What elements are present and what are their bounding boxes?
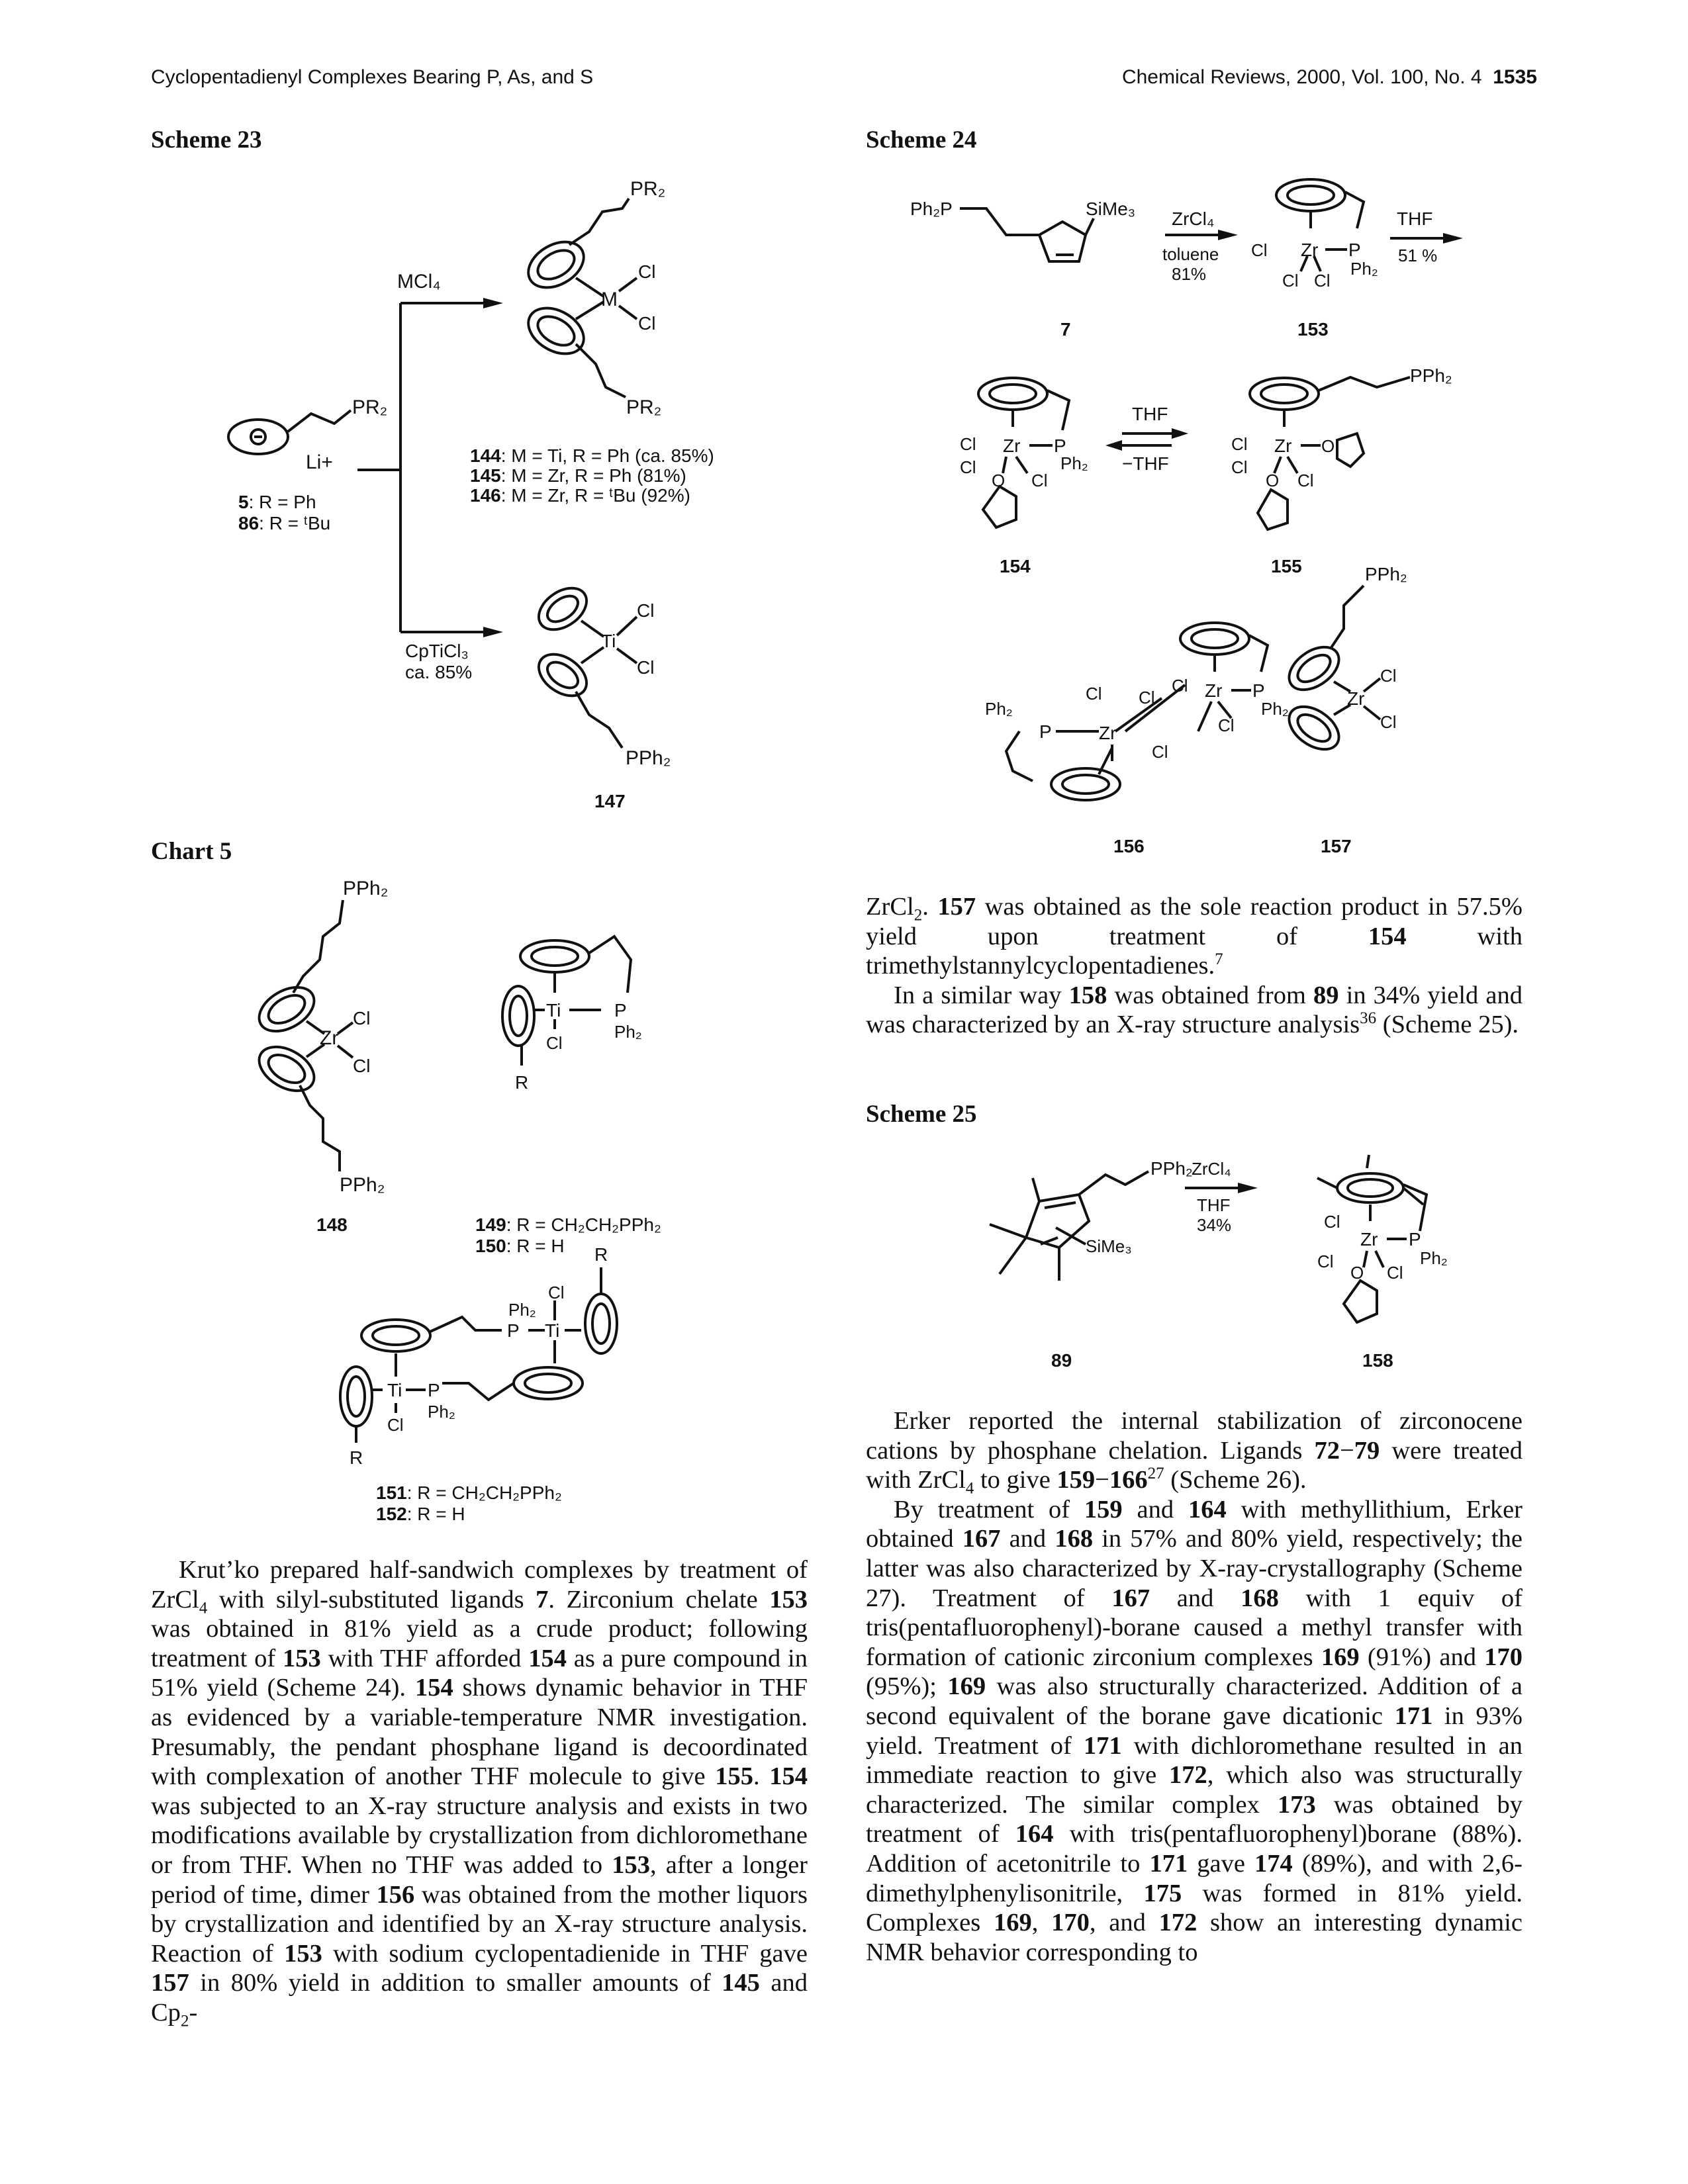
paragraph-158: In a similar way 158 was obtained from 89 in 34% yield and was characterized by an X-ray structure analysis$^{36}$ (Scheme 25). bbox=[866, 981, 1523, 1039]
c155-pph2: PPh₂ bbox=[1410, 365, 1452, 386]
scheme-23-heading: Scheme 23 bbox=[151, 126, 262, 154]
c149-ti: Ti bbox=[546, 1000, 561, 1021]
compound-151-text: : R = CH₂CH₂PPh₂ bbox=[406, 1482, 562, 1503]
c154-zr: Zr bbox=[1003, 435, 1021, 456]
paragraph-zrcl2: ZrCl$_2$. 157 was obtained as the sole reaction product in 57.5% yield upon treatment of 154 with trimethylstannylcyclopentadienes.$^7$ bbox=[866, 893, 1523, 980]
compound-151-line bbox=[376, 1482, 562, 1503]
compound-145-line bbox=[470, 465, 686, 486]
ligand7-ph2p: Ph₂P bbox=[910, 199, 953, 219]
compound-145: 145 bbox=[470, 465, 501, 486]
c153-cl-left: Cl bbox=[1251, 240, 1268, 260]
reagent-thf: THF bbox=[1397, 208, 1433, 229]
c158-zr: Zr bbox=[1360, 1229, 1378, 1250]
c149-cl: Cl bbox=[546, 1033, 563, 1053]
c155-cl-a: Cl bbox=[1231, 434, 1248, 454]
reagent-cpticl3: CpTiCl₃ bbox=[405, 641, 469, 661]
c151-p-bottom: P bbox=[428, 1380, 440, 1400]
c148-zr: Zr bbox=[320, 1027, 339, 1049]
c157-cl-b: Cl bbox=[1380, 712, 1397, 732]
journal-citation: Chemical Reviews, 2000, Vol. 100, No. 4 bbox=[1121, 66, 1482, 88]
compound-146-line bbox=[470, 485, 690, 506]
c157-pph2: PPh₂ bbox=[1365, 564, 1407, 584]
top-pr2: PR₂ bbox=[630, 178, 666, 200]
ligand89-pph2: PPh₂ bbox=[1150, 1158, 1193, 1179]
compound-5-r: : R = Ph bbox=[248, 492, 316, 512]
c156-cl-d: Cl bbox=[1152, 742, 1168, 762]
compound-5-line bbox=[238, 492, 316, 512]
c155-o-bottom: O bbox=[1266, 471, 1280, 490]
c151-cl-top: Cl bbox=[548, 1283, 565, 1302]
c149-ph2: Ph₂ bbox=[614, 1022, 642, 1042]
compound-157: 157 bbox=[1321, 836, 1352, 856]
c153-cl-b: Cl bbox=[1314, 271, 1331, 291]
compound-151: 151 bbox=[376, 1482, 407, 1503]
c154-p: P bbox=[1054, 435, 1066, 456]
c153-cl-a: Cl bbox=[1282, 271, 1299, 291]
c157-zr: Zr bbox=[1347, 688, 1365, 709]
compound-86-r: : R = ᵗBu bbox=[259, 513, 331, 533]
c158-cl-c: Cl bbox=[1387, 1263, 1403, 1283]
c156-p-left: P bbox=[1039, 721, 1052, 742]
titanium-ti: Ti bbox=[601, 631, 616, 651]
compound-149: 149 bbox=[475, 1214, 506, 1235]
reagent-mcl4: MCl₄ bbox=[397, 271, 441, 293]
c154-cl-c: Cl bbox=[1031, 471, 1048, 490]
c156-cl-e: Cl bbox=[1086, 684, 1102, 704]
c148-cl-top: Cl bbox=[353, 1008, 371, 1028]
compound-5: 5 bbox=[238, 492, 249, 512]
c153-p: P bbox=[1348, 240, 1361, 260]
compound-152: 152 bbox=[376, 1504, 407, 1524]
c156-cl-c: Cl bbox=[1218, 715, 1235, 735]
c151-p-top: P bbox=[507, 1320, 520, 1341]
paragraph-krutko: Krut’ko prepared half-sandwich complexes by treatment of ZrCl$_4$ with silyl-substituted ligands 7. Zirconium chelate 153 was obtained in 81% yield as a crude product; following treatment of 153 with THF afforded 154 as a pure compound in 51% yield (Scheme 24). 154 shows dynamic behavior in THF as evidenced by a variable-temperature NMR investigation. Presumably, the pendant phosphane ligand is decoordinated with complexation of another THF molecule to give 155. 154 was subjected to an X-ray structure analysis and exists in two modifications available by crystallization from dichloromethane or from THF. When no THF was added to 153, after a longer period of time, dimer 156 was obtained from the mother liquors by crystallization and identified by an X-ray structure analysis. Reaction of 153 with sodium cyclopentadienide in THF gave 157 in 80% yield in addition to smaller amounts of 145 and $Cp_2-$ bbox=[151, 1556, 808, 2030]
solvent-thf: THF bbox=[1197, 1195, 1231, 1215]
compound-150: 150 bbox=[475, 1236, 506, 1256]
c155-cl-b: Cl bbox=[1231, 457, 1248, 477]
c151-ti-top: Ti bbox=[545, 1320, 560, 1341]
c156-cl-a: Cl bbox=[1172, 676, 1188, 696]
c158-o: O bbox=[1350, 1263, 1364, 1283]
c153-zr: Zr bbox=[1301, 240, 1319, 260]
scheme-25-figure bbox=[927, 1138, 1489, 1377]
c156-zr-right: Zr bbox=[1205, 680, 1223, 701]
scheme-24-figure bbox=[887, 149, 1516, 870]
c151-ti-bottom: Ti bbox=[387, 1380, 402, 1400]
compound-149-line bbox=[475, 1214, 661, 1235]
ligand89-sime3: SiMe₃ bbox=[1086, 1236, 1132, 1256]
running-header-right bbox=[1122, 66, 1537, 89]
compound-146: 146 bbox=[470, 485, 501, 506]
c156-ph2-right: Ph₂ bbox=[1261, 699, 1289, 719]
left-column-text bbox=[151, 1555, 808, 2028]
yield-51: 51 % bbox=[1398, 246, 1438, 265]
c157-cl-a: Cl bbox=[1380, 666, 1397, 686]
compound-153: 153 bbox=[1297, 319, 1329, 340]
c151-r-bottom: R bbox=[350, 1447, 363, 1468]
yield-81: 81% bbox=[1172, 264, 1207, 284]
c151-cl-bottom: Cl bbox=[387, 1415, 404, 1435]
compound-152-text: : R = H bbox=[406, 1504, 465, 1524]
compound-144-line bbox=[470, 445, 714, 466]
c151-ph2-bottom: Ph₂ bbox=[428, 1402, 455, 1422]
compound-156: 156 bbox=[1113, 836, 1145, 856]
compound-145-text: : M = Zr, R = Ph (81%) bbox=[500, 465, 686, 486]
compound-148: 148 bbox=[316, 1214, 348, 1235]
scheme-24-heading: Scheme 24 bbox=[866, 126, 977, 154]
eq-thf: THF bbox=[1132, 404, 1168, 424]
solvent-toluene: toluene bbox=[1162, 244, 1219, 264]
ti-cl-bottom: Cl bbox=[637, 657, 655, 678]
compound-144-text: : M = Ti, R = Ph (ca. 85%) bbox=[500, 445, 714, 466]
c149-p: P bbox=[614, 1000, 627, 1021]
compound-7: 7 bbox=[1060, 319, 1071, 340]
ti-pph2: PPh₂ bbox=[626, 747, 671, 769]
c156-p-right: P bbox=[1252, 680, 1265, 701]
ligand-pr2: PR₂ bbox=[352, 396, 388, 418]
chart-5-heading: Chart 5 bbox=[151, 838, 232, 865]
c156-ph2-left: Ph₂ bbox=[985, 699, 1013, 719]
compound-86-line bbox=[238, 513, 330, 533]
c158-ph2: Ph₂ bbox=[1420, 1248, 1448, 1268]
page-number: 1535 bbox=[1493, 66, 1537, 88]
right-column-text-bottom bbox=[866, 1406, 1523, 1967]
c158-cl-a: Cl bbox=[1324, 1212, 1340, 1232]
compound-146-text: : M = Zr, R = ᵗBu (92%) bbox=[500, 485, 690, 506]
c154-o: O bbox=[992, 471, 1006, 490]
paragraph-erker-2: By treatment of 159 and 164 with methyllithium, Erker obtained 167 and 168 in 57% and 80% yield, respectively; the latter was also characterized by X-ray-crystallography (Scheme 27). Treatment of 167 and 168 with 1 equiv of tris(pentafluorophenyl)-borane caused a methyl transfer with formation of cationic zirconium complexes 169 (91%) and 170 (95%); 169 was also structurally characterized. Addition of a second equivalent of the borane gave dicationic 171 in 93% yield. Treatment of 171 with dichloromethane resulted in an immediate reaction to give 172, which also was structurally characterized. The similar complex 173 was obtained by treatment of 164 with tris(pentafluorophenyl)borane (88%). Addition of acetonitrile to 171 gave 174 (89%), and with 2,6-dimethylphenylisonitrile, 175 was formed in 81% yield. Complexes 169, 170, and 172 show an interesting dynamic NMR behavior corresponding to bbox=[866, 1495, 1523, 1966]
compound-149-text: : R = CH₂CH₂PPh₂ bbox=[506, 1214, 661, 1235]
running-header-left: Cyclopentadienyl Complexes Bearing P, As, and S bbox=[151, 66, 594, 88]
lithium-counterion: Li+ bbox=[306, 451, 333, 473]
c154-cl-b: Cl bbox=[960, 457, 976, 477]
c158-cl-b: Cl bbox=[1317, 1251, 1334, 1271]
compound-155: 155 bbox=[1271, 556, 1302, 576]
compound-150-text: : R = H bbox=[506, 1236, 565, 1256]
compound-86: 86 bbox=[238, 513, 259, 533]
reagent-zrcl4: ZrCl₄ bbox=[1192, 1159, 1231, 1179]
ti-cl-top: Cl bbox=[637, 600, 655, 621]
c151-r-top: R bbox=[594, 1244, 608, 1265]
c156-cl-b: Cl bbox=[1139, 688, 1155, 707]
scheme-23-figure bbox=[199, 146, 794, 827]
c154-ph2: Ph₂ bbox=[1060, 453, 1088, 473]
c156-zr-left: Zr bbox=[1099, 723, 1117, 743]
cl-bottom: Cl bbox=[638, 313, 656, 334]
c155-zr: Zr bbox=[1274, 435, 1292, 456]
c148-cl-bottom: Cl bbox=[353, 1056, 371, 1076]
c155-cl-c: Cl bbox=[1297, 471, 1314, 490]
c148-pph2-bottom: PPh₂ bbox=[340, 1174, 385, 1196]
compound-144: 144 bbox=[470, 445, 501, 466]
compound-147: 147 bbox=[594, 791, 626, 811]
cl-top: Cl bbox=[638, 261, 656, 282]
c149-r: R bbox=[515, 1072, 529, 1093]
scheme-25-heading: Scheme 25 bbox=[866, 1101, 977, 1128]
c158-p: P bbox=[1409, 1229, 1421, 1250]
compound-158: 158 bbox=[1362, 1350, 1393, 1371]
metal-m: M bbox=[601, 289, 618, 310]
c154-cl-a: Cl bbox=[960, 434, 976, 454]
paragraph-erker-1: Erker reported the internal stabilization of zirconocene cations by phosphane chelation. Ligands 72−79 were treated with ZrCl$_4$ to give $159-166^{27}$ (Scheme 26). bbox=[866, 1407, 1523, 1498]
c155-o-right: O bbox=[1321, 436, 1335, 456]
c151-ph2-top: Ph₂ bbox=[508, 1300, 536, 1320]
bottom-pr2: PR₂ bbox=[626, 396, 662, 418]
right-column-text-top bbox=[866, 892, 1523, 1040]
compound-89: 89 bbox=[1051, 1350, 1072, 1371]
compound-152-line bbox=[376, 1504, 465, 1524]
reagent-zrcl4: ZrCl₄ bbox=[1172, 208, 1215, 229]
ligand7-sime3: SiMe₃ bbox=[1086, 199, 1136, 219]
reagent-cpticl3-yield: ca. 85% bbox=[405, 662, 473, 682]
eq-minus-thf: −THF bbox=[1122, 453, 1169, 474]
c153-ph2: Ph₂ bbox=[1350, 259, 1378, 279]
c148-pph2-top: PPh₂ bbox=[343, 878, 389, 899]
chart-5-figure bbox=[151, 860, 813, 1535]
compound-154: 154 bbox=[1000, 556, 1031, 576]
compound-150-line bbox=[475, 1236, 565, 1256]
yield-34: 34% bbox=[1197, 1215, 1232, 1235]
